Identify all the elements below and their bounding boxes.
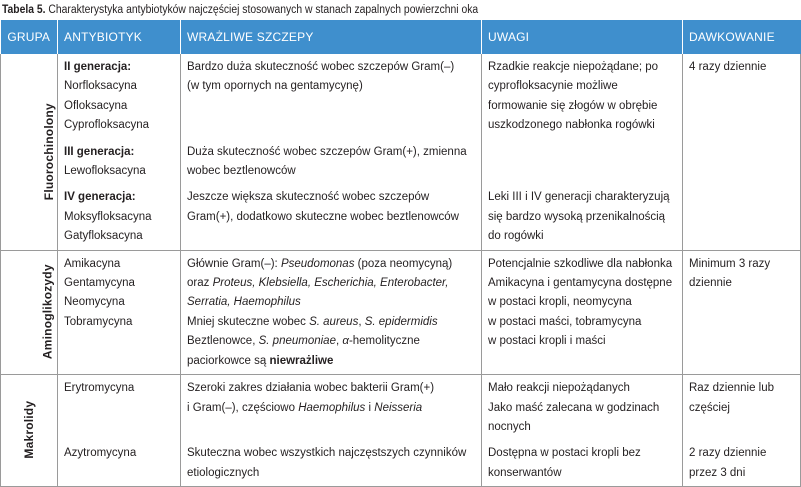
dosage-text: dziennie bbox=[689, 277, 732, 290]
drug-name: Gatyfloksacyna bbox=[64, 230, 143, 243]
drug-name: Amikacyna bbox=[64, 257, 121, 270]
drug-name: Gentamycyna bbox=[64, 277, 135, 290]
drug-name: Azytromycyna bbox=[64, 447, 137, 460]
strains-text: Skuteczna wobec wszystkich najczęstszych czynników bbox=[187, 447, 467, 460]
strains-text: i bbox=[365, 401, 375, 414]
drug-name: Tobramycyna bbox=[64, 315, 133, 328]
strains-line bbox=[187, 399, 475, 418]
bacteria-name: Neisseria bbox=[374, 401, 423, 414]
group-label-amino: Aminoglikozydy bbox=[40, 264, 55, 360]
bacteria-name: Serratia, Haemophilus bbox=[187, 296, 301, 309]
table-row-fluoro-gen4 bbox=[1, 184, 801, 250]
table-row-amino bbox=[1, 250, 801, 374]
header-strains: WRAŻLIWE SZCZEPY bbox=[181, 20, 482, 54]
remarks-cell bbox=[482, 440, 683, 486]
strains-line bbox=[187, 332, 475, 351]
remarks-text: się bardzo wysoką przenikalnością bbox=[488, 210, 666, 223]
generation-label: III generacja: bbox=[64, 145, 135, 158]
caption-label: Tabela 5. bbox=[2, 4, 46, 16]
strains-text: , bbox=[335, 335, 343, 348]
strains-text: -hemolityczne bbox=[348, 335, 420, 348]
remarks-text: Amikacyna i gentamycyna dostępne bbox=[488, 277, 673, 290]
antibiotics-table bbox=[0, 20, 801, 487]
dosage-cell bbox=[683, 250, 801, 374]
drug-cell bbox=[58, 139, 181, 185]
strains-text: Szeroki zakres działania wobec bakterii Gram(+) bbox=[187, 382, 435, 395]
strains-text: wobec beztlenowców bbox=[187, 165, 296, 178]
table-header-row bbox=[1, 20, 801, 54]
dosage-cell bbox=[683, 375, 801, 441]
alpha-symbol: α bbox=[342, 335, 349, 348]
dosage-text: 4 razy dziennie bbox=[689, 61, 767, 73]
table-row-macro-ery bbox=[1, 375, 801, 441]
drug-name: Norfloksacyna bbox=[64, 80, 137, 93]
drug-name: Erytromycyna bbox=[64, 382, 135, 395]
remarks-text: cyprofloksacynie możliwe bbox=[488, 80, 618, 93]
strains-cell bbox=[181, 54, 482, 139]
strains-text: paciorkowce są bbox=[187, 354, 270, 367]
drug-name: Cyprofloksacyna bbox=[64, 119, 150, 132]
strains-cell bbox=[181, 375, 482, 441]
caption-text: Charakterystyka antybiotyków najczęściej stosowanych w stanach zapalnych powierzchni oka bbox=[45, 4, 479, 16]
remarks-text: Mało reakcji niepożądanych bbox=[488, 382, 630, 395]
remarks-text: Rzadkie reakcje niepożądane; po bbox=[488, 61, 659, 73]
drug-cell bbox=[58, 440, 181, 486]
dosage-text: Raz dziennie lub bbox=[689, 382, 775, 395]
bacteria-name: S. epidermidis bbox=[364, 315, 438, 328]
remarks-text: w postaci kropli, neomycyna bbox=[488, 296, 632, 309]
dosage-text: Minimum 3 razy bbox=[689, 257, 771, 270]
remarks-cell bbox=[482, 184, 683, 250]
strains-cell bbox=[181, 184, 482, 250]
strains-text: oraz bbox=[187, 277, 213, 290]
strains-text: Bardzo duża skuteczność wobec szczepów Gram(–) bbox=[187, 61, 455, 73]
generation-label: II generacja: bbox=[64, 61, 132, 73]
remarks-text: w postaci maści, tobramycyna bbox=[488, 315, 642, 328]
strains-cell bbox=[181, 139, 482, 185]
remarks-cell bbox=[482, 375, 683, 441]
remarks-text: Jako maść zalecana w godzinach bbox=[488, 401, 660, 414]
drug-name: Neomycyna bbox=[64, 296, 125, 309]
strains-line bbox=[187, 313, 475, 332]
table-caption bbox=[2, 2, 718, 18]
bacteria-name: Haemophilus bbox=[298, 401, 366, 414]
header-dosage: DAWKOWANIE bbox=[683, 20, 801, 54]
strains-text: etiologicznych bbox=[187, 466, 260, 479]
strains-text: Duża skuteczność wobec szczepów Gram(+), zmienna bbox=[187, 145, 467, 158]
bacteria-name: S. pneumoniae bbox=[258, 335, 336, 348]
strains-text: Mniej skuteczne wobec bbox=[187, 315, 310, 328]
remarks-text: nocnych bbox=[488, 420, 531, 433]
strains-text: (w tym opornych na gentamycynę) bbox=[187, 80, 363, 93]
table-row-macro-azy bbox=[1, 440, 801, 486]
strains-cell bbox=[181, 250, 482, 374]
remarks-text: Dostępna w postaci kropli bez bbox=[488, 447, 641, 460]
drug-name: Moksyfloksacyna bbox=[64, 210, 152, 223]
table-row-fluoro-gen2 bbox=[1, 54, 801, 139]
dosage-text: 2 razy dziennie bbox=[689, 447, 767, 460]
strains-text: Beztlenowce, bbox=[187, 335, 259, 348]
group-cell-fluoro bbox=[1, 54, 58, 250]
remarks-text: formowanie się złogów w obrębie bbox=[488, 99, 658, 112]
remarks-cell bbox=[482, 54, 683, 184]
group-label-macro: Makrolidy bbox=[22, 401, 37, 460]
drug-cell bbox=[58, 184, 181, 250]
group-cell-macro bbox=[1, 375, 58, 487]
drug-cell bbox=[58, 375, 181, 441]
strains-text: Gram(+), dodatkowo skuteczne wobec beztlenowców bbox=[187, 210, 459, 223]
strains-line bbox=[187, 255, 475, 274]
remarks-cell bbox=[482, 250, 683, 374]
remarks-text: Leki III i IV generacji charakteryzują bbox=[488, 191, 670, 204]
bacteria-name: Proteus, Klebsiella, Escherichia, Enterobacter, bbox=[212, 277, 449, 290]
strains-text: (poza neomycyną) bbox=[354, 257, 453, 270]
strains-text: Jeszcze większa skuteczność wobec szczepów bbox=[187, 191, 430, 204]
strains-text: i Gram(–), częściowo bbox=[187, 401, 299, 414]
strains-text: , bbox=[358, 315, 365, 328]
emphasis-text: niewrażliwe bbox=[269, 354, 334, 367]
drug-name: Ofloksacyna bbox=[64, 99, 128, 112]
header-group: GRUPA bbox=[1, 20, 58, 54]
bacteria-name: Pseudomonas bbox=[280, 257, 355, 270]
generation-label: IV generacja: bbox=[64, 191, 136, 204]
header-antibiotic: ANTYBIOTYK bbox=[58, 20, 181, 54]
drug-cell bbox=[58, 54, 181, 139]
group-cell-amino bbox=[1, 250, 58, 374]
dosage-cell bbox=[683, 54, 801, 250]
strains-line bbox=[187, 274, 475, 293]
strains-line bbox=[187, 352, 475, 371]
remarks-text: w postaci kropli i maści bbox=[488, 335, 606, 348]
dosage-cell bbox=[683, 440, 801, 486]
group-label-fluoro: Fluorochinolony bbox=[41, 102, 56, 200]
bacteria-name: S. aureus bbox=[309, 315, 359, 328]
remarks-text: konserwantów bbox=[488, 466, 562, 479]
dosage-text: przez 3 dni bbox=[689, 466, 746, 479]
remarks-text: Potencjalnie szkodliwe dla nabłonka bbox=[488, 257, 673, 270]
remarks-text: uszkodzonego nabłonka rogówki bbox=[488, 119, 655, 132]
header-remarks: UWAGI bbox=[482, 20, 683, 54]
drug-cell bbox=[58, 250, 181, 374]
drug-name: Lewofloksacyna bbox=[64, 165, 146, 178]
remarks-text: do rogówki bbox=[488, 230, 544, 243]
dosage-text: częściej bbox=[689, 401, 730, 414]
strains-cell bbox=[181, 440, 482, 486]
strains-text: Głównie Gram(–): bbox=[187, 257, 281, 270]
